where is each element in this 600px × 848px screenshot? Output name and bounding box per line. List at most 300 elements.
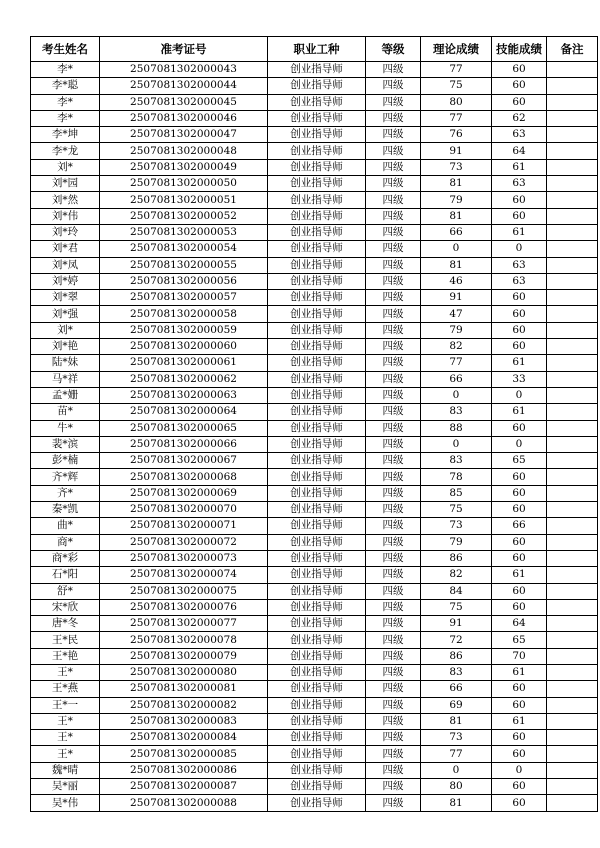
- cell-admission-number: 2507081302000066: [100, 436, 268, 452]
- cell-level: 四级: [366, 371, 421, 387]
- cell-candidate-name: 彭*楠: [31, 453, 100, 469]
- cell-theory-score: 79: [421, 534, 492, 550]
- cell-level: 四级: [366, 550, 421, 566]
- cell-candidate-name: 王*艳: [31, 648, 100, 664]
- cell-skill-score: 60: [492, 485, 547, 501]
- cell-candidate-name: 吴*伟: [31, 795, 100, 811]
- cell-skill-score: 61: [492, 355, 547, 371]
- cell-skill-score: 60: [492, 730, 547, 746]
- cell-candidate-name: 李*龙: [31, 143, 100, 159]
- cell-remarks: [547, 110, 598, 126]
- cell-candidate-name: 齐*辉: [31, 469, 100, 485]
- table-row: [31, 746, 598, 762]
- cell-skill-score: 61: [492, 713, 547, 729]
- cell-level: 四级: [366, 176, 421, 192]
- cell-skill-score: 60: [492, 534, 547, 550]
- cell-level: 四级: [366, 62, 421, 78]
- cell-candidate-name: 齐*: [31, 485, 100, 501]
- cell-occupation: 创业指导师: [268, 420, 366, 436]
- table-row: [31, 339, 598, 355]
- cell-admission-number: 2507081302000075: [100, 583, 268, 599]
- table-row: [31, 241, 598, 257]
- cell-remarks: [547, 143, 598, 159]
- table-row: [31, 273, 598, 289]
- cell-theory-score: 47: [421, 306, 492, 322]
- cell-remarks: [547, 257, 598, 273]
- score-sheet: [30, 36, 598, 812]
- cell-remarks: [547, 469, 598, 485]
- cell-level: 四级: [366, 502, 421, 518]
- cell-skill-score: 63: [492, 257, 547, 273]
- table-row: [31, 322, 598, 338]
- cell-remarks: [547, 599, 598, 615]
- table-row: [31, 681, 598, 697]
- cell-occupation: 创业指导师: [268, 306, 366, 322]
- cell-level: 四级: [366, 567, 421, 583]
- cell-admission-number: 2507081302000050: [100, 176, 268, 192]
- cell-remarks: [547, 208, 598, 224]
- cell-occupation: 创业指导师: [268, 632, 366, 648]
- cell-occupation: 创业指导师: [268, 241, 366, 257]
- cell-remarks: [547, 453, 598, 469]
- cell-admission-number: 2507081302000055: [100, 257, 268, 273]
- cell-theory-score: 72: [421, 632, 492, 648]
- table-row: [31, 127, 598, 143]
- cell-candidate-name: 曲*: [31, 518, 100, 534]
- cell-theory-score: 83: [421, 404, 492, 420]
- cell-skill-score: 33: [492, 371, 547, 387]
- cell-occupation: 创业指导师: [268, 550, 366, 566]
- table-row: [31, 632, 598, 648]
- cell-remarks: [547, 713, 598, 729]
- header-occupation: 职业工种: [268, 37, 366, 62]
- cell-occupation: 创业指导师: [268, 730, 366, 746]
- table-row: [31, 159, 598, 175]
- cell-occupation: 创业指导师: [268, 176, 366, 192]
- cell-candidate-name: 舒*: [31, 583, 100, 599]
- cell-remarks: [547, 664, 598, 680]
- cell-theory-score: 76: [421, 127, 492, 143]
- cell-candidate-name: 石*阳: [31, 567, 100, 583]
- table-row: [31, 730, 598, 746]
- score-table: [30, 36, 598, 812]
- cell-candidate-name: 秦*凯: [31, 502, 100, 518]
- cell-theory-score: 81: [421, 795, 492, 811]
- cell-remarks: [547, 306, 598, 322]
- cell-admission-number: 2507081302000057: [100, 290, 268, 306]
- cell-theory-score: 81: [421, 257, 492, 273]
- cell-candidate-name: 陆*妹: [31, 355, 100, 371]
- table-row: [31, 208, 598, 224]
- table-row: [31, 567, 598, 583]
- cell-theory-score: 73: [421, 518, 492, 534]
- cell-admission-number: 2507081302000081: [100, 681, 268, 697]
- cell-admission-number: 2507081302000080: [100, 664, 268, 680]
- cell-admission-number: 2507081302000087: [100, 779, 268, 795]
- cell-theory-score: 0: [421, 241, 492, 257]
- cell-skill-score: 62: [492, 110, 547, 126]
- cell-level: 四级: [366, 583, 421, 599]
- cell-remarks: [547, 746, 598, 762]
- cell-remarks: [547, 78, 598, 94]
- cell-occupation: 创业指导师: [268, 110, 366, 126]
- cell-candidate-name: 王*民: [31, 632, 100, 648]
- cell-remarks: [547, 436, 598, 452]
- cell-level: 四级: [366, 404, 421, 420]
- cell-admission-number: 2507081302000070: [100, 502, 268, 518]
- cell-remarks: [547, 697, 598, 713]
- cell-admission-number: 2507081302000045: [100, 94, 268, 110]
- cell-remarks: [547, 795, 598, 811]
- cell-level: 四级: [366, 78, 421, 94]
- cell-admission-number: 2507081302000058: [100, 306, 268, 322]
- header-candidate-name: 考生姓名: [31, 37, 100, 62]
- cell-remarks: [547, 681, 598, 697]
- cell-theory-score: 79: [421, 192, 492, 208]
- cell-level: 四级: [366, 208, 421, 224]
- table-row: [31, 290, 598, 306]
- cell-candidate-name: 吴*丽: [31, 779, 100, 795]
- cell-theory-score: 66: [421, 224, 492, 240]
- cell-occupation: 创业指导师: [268, 404, 366, 420]
- table-row: [31, 485, 598, 501]
- cell-candidate-name: 刘*翠: [31, 290, 100, 306]
- table-row: [31, 518, 598, 534]
- table-row: [31, 387, 598, 403]
- table-row: [31, 795, 598, 811]
- cell-occupation: 创业指导师: [268, 534, 366, 550]
- cell-remarks: [547, 632, 598, 648]
- cell-admission-number: 2507081302000051: [100, 192, 268, 208]
- cell-theory-score: 77: [421, 355, 492, 371]
- cell-candidate-name: 王*: [31, 664, 100, 680]
- cell-skill-score: 63: [492, 176, 547, 192]
- cell-skill-score: 70: [492, 648, 547, 664]
- cell-level: 四级: [366, 159, 421, 175]
- cell-level: 四级: [366, 713, 421, 729]
- table-row: [31, 192, 598, 208]
- cell-occupation: 创业指导师: [268, 224, 366, 240]
- cell-admission-number: 2507081302000074: [100, 567, 268, 583]
- cell-admission-number: 2507081302000077: [100, 616, 268, 632]
- cell-theory-score: 82: [421, 339, 492, 355]
- cell-remarks: [547, 290, 598, 306]
- cell-skill-score: 60: [492, 550, 547, 566]
- cell-skill-score: 66: [492, 518, 547, 534]
- header-theory-score: 理论成绩: [421, 37, 492, 62]
- cell-level: 四级: [366, 779, 421, 795]
- cell-remarks: [547, 420, 598, 436]
- cell-remarks: [547, 779, 598, 795]
- cell-remarks: [547, 730, 598, 746]
- cell-candidate-name: 王*一: [31, 697, 100, 713]
- table-row: [31, 469, 598, 485]
- cell-skill-score: 65: [492, 632, 547, 648]
- table-row: [31, 599, 598, 615]
- cell-admission-number: 2507081302000078: [100, 632, 268, 648]
- cell-level: 四级: [366, 616, 421, 632]
- cell-remarks: [547, 94, 598, 110]
- cell-level: 四级: [366, 420, 421, 436]
- cell-theory-score: 83: [421, 664, 492, 680]
- table-row: [31, 224, 598, 240]
- cell-admission-number: 2507081302000064: [100, 404, 268, 420]
- cell-skill-score: 60: [492, 306, 547, 322]
- cell-candidate-name: 刘*: [31, 159, 100, 175]
- cell-skill-score: 63: [492, 127, 547, 143]
- cell-level: 四级: [366, 681, 421, 697]
- cell-candidate-name: 商*彩: [31, 550, 100, 566]
- cell-admission-number: 2507081302000068: [100, 469, 268, 485]
- cell-occupation: 创业指导师: [268, 567, 366, 583]
- cell-level: 四级: [366, 485, 421, 501]
- cell-occupation: 创业指导师: [268, 762, 366, 778]
- table-row: [31, 616, 598, 632]
- cell-level: 四级: [366, 322, 421, 338]
- cell-skill-score: 60: [492, 78, 547, 94]
- cell-candidate-name: 刘*君: [31, 241, 100, 257]
- cell-occupation: 创业指导师: [268, 355, 366, 371]
- table-row: [31, 583, 598, 599]
- cell-level: 四级: [366, 664, 421, 680]
- cell-candidate-name: 刘*: [31, 322, 100, 338]
- cell-skill-score: 60: [492, 290, 547, 306]
- cell-remarks: [547, 485, 598, 501]
- cell-skill-score: 60: [492, 502, 547, 518]
- cell-skill-score: 61: [492, 567, 547, 583]
- cell-theory-score: 75: [421, 502, 492, 518]
- cell-theory-score: 73: [421, 730, 492, 746]
- table-row: [31, 110, 598, 126]
- cell-remarks: [547, 550, 598, 566]
- cell-level: 四级: [366, 518, 421, 534]
- cell-theory-score: 85: [421, 485, 492, 501]
- cell-remarks: [547, 159, 598, 175]
- cell-skill-score: 60: [492, 420, 547, 436]
- cell-theory-score: 80: [421, 779, 492, 795]
- cell-admission-number: 2507081302000059: [100, 322, 268, 338]
- header-skill-score: 技能成绩: [492, 37, 547, 62]
- cell-occupation: 创业指导师: [268, 257, 366, 273]
- cell-admission-number: 2507081302000079: [100, 648, 268, 664]
- cell-theory-score: 86: [421, 550, 492, 566]
- cell-admission-number: 2507081302000072: [100, 534, 268, 550]
- cell-remarks: [547, 355, 598, 371]
- cell-occupation: 创业指导师: [268, 746, 366, 762]
- cell-candidate-name: 刘*强: [31, 306, 100, 322]
- cell-remarks: [547, 762, 598, 778]
- cell-candidate-name: 苗*: [31, 404, 100, 420]
- cell-occupation: 创业指导师: [268, 62, 366, 78]
- cell-admission-number: 2507081302000083: [100, 713, 268, 729]
- cell-remarks: [547, 127, 598, 143]
- cell-skill-score: 60: [492, 681, 547, 697]
- cell-occupation: 创业指导师: [268, 127, 366, 143]
- cell-occupation: 创业指导师: [268, 339, 366, 355]
- cell-level: 四级: [366, 746, 421, 762]
- header-row: [31, 37, 598, 62]
- cell-theory-score: 82: [421, 567, 492, 583]
- table-row: [31, 713, 598, 729]
- cell-theory-score: 79: [421, 322, 492, 338]
- cell-level: 四级: [366, 453, 421, 469]
- table-row: [31, 94, 598, 110]
- table-row: [31, 355, 598, 371]
- cell-candidate-name: 孟*姗: [31, 387, 100, 403]
- cell-occupation: 创业指导师: [268, 94, 366, 110]
- cell-remarks: [547, 176, 598, 192]
- cell-candidate-name: 刘*园: [31, 176, 100, 192]
- cell-admission-number: 2507081302000071: [100, 518, 268, 534]
- table-row: [31, 534, 598, 550]
- cell-skill-score: 60: [492, 469, 547, 485]
- cell-occupation: 创业指导师: [268, 681, 366, 697]
- cell-admission-number: 2507081302000063: [100, 387, 268, 403]
- cell-theory-score: 0: [421, 436, 492, 452]
- cell-skill-score: 60: [492, 697, 547, 713]
- cell-theory-score: 66: [421, 681, 492, 697]
- cell-level: 四级: [366, 599, 421, 615]
- cell-level: 四级: [366, 469, 421, 485]
- cell-candidate-name: 王*: [31, 713, 100, 729]
- cell-remarks: [547, 273, 598, 289]
- cell-admission-number: 2507081302000046: [100, 110, 268, 126]
- cell-occupation: 创业指导师: [268, 322, 366, 338]
- cell-skill-score: 60: [492, 62, 547, 78]
- cell-level: 四级: [366, 290, 421, 306]
- header-admission-number: 准考证号: [100, 37, 268, 62]
- cell-theory-score: 86: [421, 648, 492, 664]
- table-row: [31, 176, 598, 192]
- table-row: [31, 697, 598, 713]
- cell-skill-score: 0: [492, 762, 547, 778]
- table-header: [31, 37, 598, 62]
- header-remarks: 备注: [547, 37, 598, 62]
- table-row: [31, 762, 598, 778]
- cell-admission-number: 2507081302000056: [100, 273, 268, 289]
- cell-admission-number: 2507081302000069: [100, 485, 268, 501]
- cell-candidate-name: 刘*艳: [31, 339, 100, 355]
- cell-theory-score: 88: [421, 420, 492, 436]
- cell-occupation: 创业指导师: [268, 795, 366, 811]
- table-row: [31, 648, 598, 664]
- cell-candidate-name: 王*燕: [31, 681, 100, 697]
- cell-admission-number: 2507081302000084: [100, 730, 268, 746]
- cell-level: 四级: [366, 224, 421, 240]
- cell-occupation: 创业指导师: [268, 583, 366, 599]
- cell-theory-score: 81: [421, 176, 492, 192]
- cell-theory-score: 77: [421, 110, 492, 126]
- cell-skill-score: 61: [492, 159, 547, 175]
- table-row: [31, 779, 598, 795]
- cell-theory-score: 77: [421, 746, 492, 762]
- cell-skill-score: 60: [492, 746, 547, 762]
- table-row: [31, 502, 598, 518]
- cell-occupation: 创业指导师: [268, 78, 366, 94]
- cell-admission-number: 2507081302000076: [100, 599, 268, 615]
- cell-occupation: 创业指导师: [268, 453, 366, 469]
- cell-occupation: 创业指导师: [268, 518, 366, 534]
- cell-level: 四级: [366, 697, 421, 713]
- cell-admission-number: 2507081302000048: [100, 143, 268, 159]
- cell-occupation: 创业指导师: [268, 208, 366, 224]
- cell-skill-score: 0: [492, 436, 547, 452]
- cell-admission-number: 2507081302000060: [100, 339, 268, 355]
- cell-skill-score: 60: [492, 94, 547, 110]
- cell-occupation: 创业指导师: [268, 290, 366, 306]
- cell-occupation: 创业指导师: [268, 599, 366, 615]
- cell-level: 四级: [366, 94, 421, 110]
- cell-occupation: 创业指导师: [268, 469, 366, 485]
- cell-skill-score: 61: [492, 404, 547, 420]
- cell-theory-score: 46: [421, 273, 492, 289]
- cell-theory-score: 91: [421, 290, 492, 306]
- cell-level: 四级: [366, 192, 421, 208]
- cell-admission-number: 2507081302000061: [100, 355, 268, 371]
- cell-admission-number: 2507081302000053: [100, 224, 268, 240]
- cell-candidate-name: 王*: [31, 730, 100, 746]
- cell-candidate-name: 宋*欣: [31, 599, 100, 615]
- cell-skill-score: 61: [492, 664, 547, 680]
- cell-candidate-name: 牛*: [31, 420, 100, 436]
- cell-theory-score: 0: [421, 387, 492, 403]
- cell-candidate-name: 商*: [31, 534, 100, 550]
- cell-remarks: [547, 224, 598, 240]
- cell-admission-number: 2507081302000062: [100, 371, 268, 387]
- cell-candidate-name: 马*祥: [31, 371, 100, 387]
- cell-occupation: 创业指导师: [268, 143, 366, 159]
- table-row: [31, 371, 598, 387]
- cell-skill-score: 60: [492, 795, 547, 811]
- cell-remarks: [547, 567, 598, 583]
- cell-occupation: 创业指导师: [268, 159, 366, 175]
- cell-remarks: [547, 502, 598, 518]
- cell-admission-number: 2507081302000082: [100, 697, 268, 713]
- cell-theory-score: 77: [421, 62, 492, 78]
- cell-theory-score: 75: [421, 78, 492, 94]
- cell-theory-score: 69: [421, 697, 492, 713]
- cell-occupation: 创业指导师: [268, 485, 366, 501]
- table-row: [31, 306, 598, 322]
- cell-level: 四级: [366, 339, 421, 355]
- cell-occupation: 创业指导师: [268, 387, 366, 403]
- table-row: [31, 664, 598, 680]
- cell-skill-score: 64: [492, 143, 547, 159]
- cell-remarks: [547, 648, 598, 664]
- cell-occupation: 创业指导师: [268, 616, 366, 632]
- cell-admission-number: 2507081302000047: [100, 127, 268, 143]
- cell-level: 四级: [366, 534, 421, 550]
- cell-theory-score: 83: [421, 453, 492, 469]
- cell-level: 四级: [366, 762, 421, 778]
- cell-theory-score: 80: [421, 94, 492, 110]
- cell-candidate-name: 魏*晴: [31, 762, 100, 778]
- cell-candidate-name: 李*坤: [31, 127, 100, 143]
- cell-occupation: 创业指导师: [268, 371, 366, 387]
- table-row: [31, 420, 598, 436]
- cell-theory-score: 84: [421, 583, 492, 599]
- cell-theory-score: 73: [421, 159, 492, 175]
- cell-level: 四级: [366, 143, 421, 159]
- cell-occupation: 创业指导师: [268, 648, 366, 664]
- cell-level: 四级: [366, 127, 421, 143]
- cell-level: 四级: [366, 632, 421, 648]
- cell-admission-number: 2507081302000054: [100, 241, 268, 257]
- cell-skill-score: 60: [492, 208, 547, 224]
- cell-admission-number: 2507081302000044: [100, 78, 268, 94]
- cell-level: 四级: [366, 648, 421, 664]
- cell-theory-score: 81: [421, 208, 492, 224]
